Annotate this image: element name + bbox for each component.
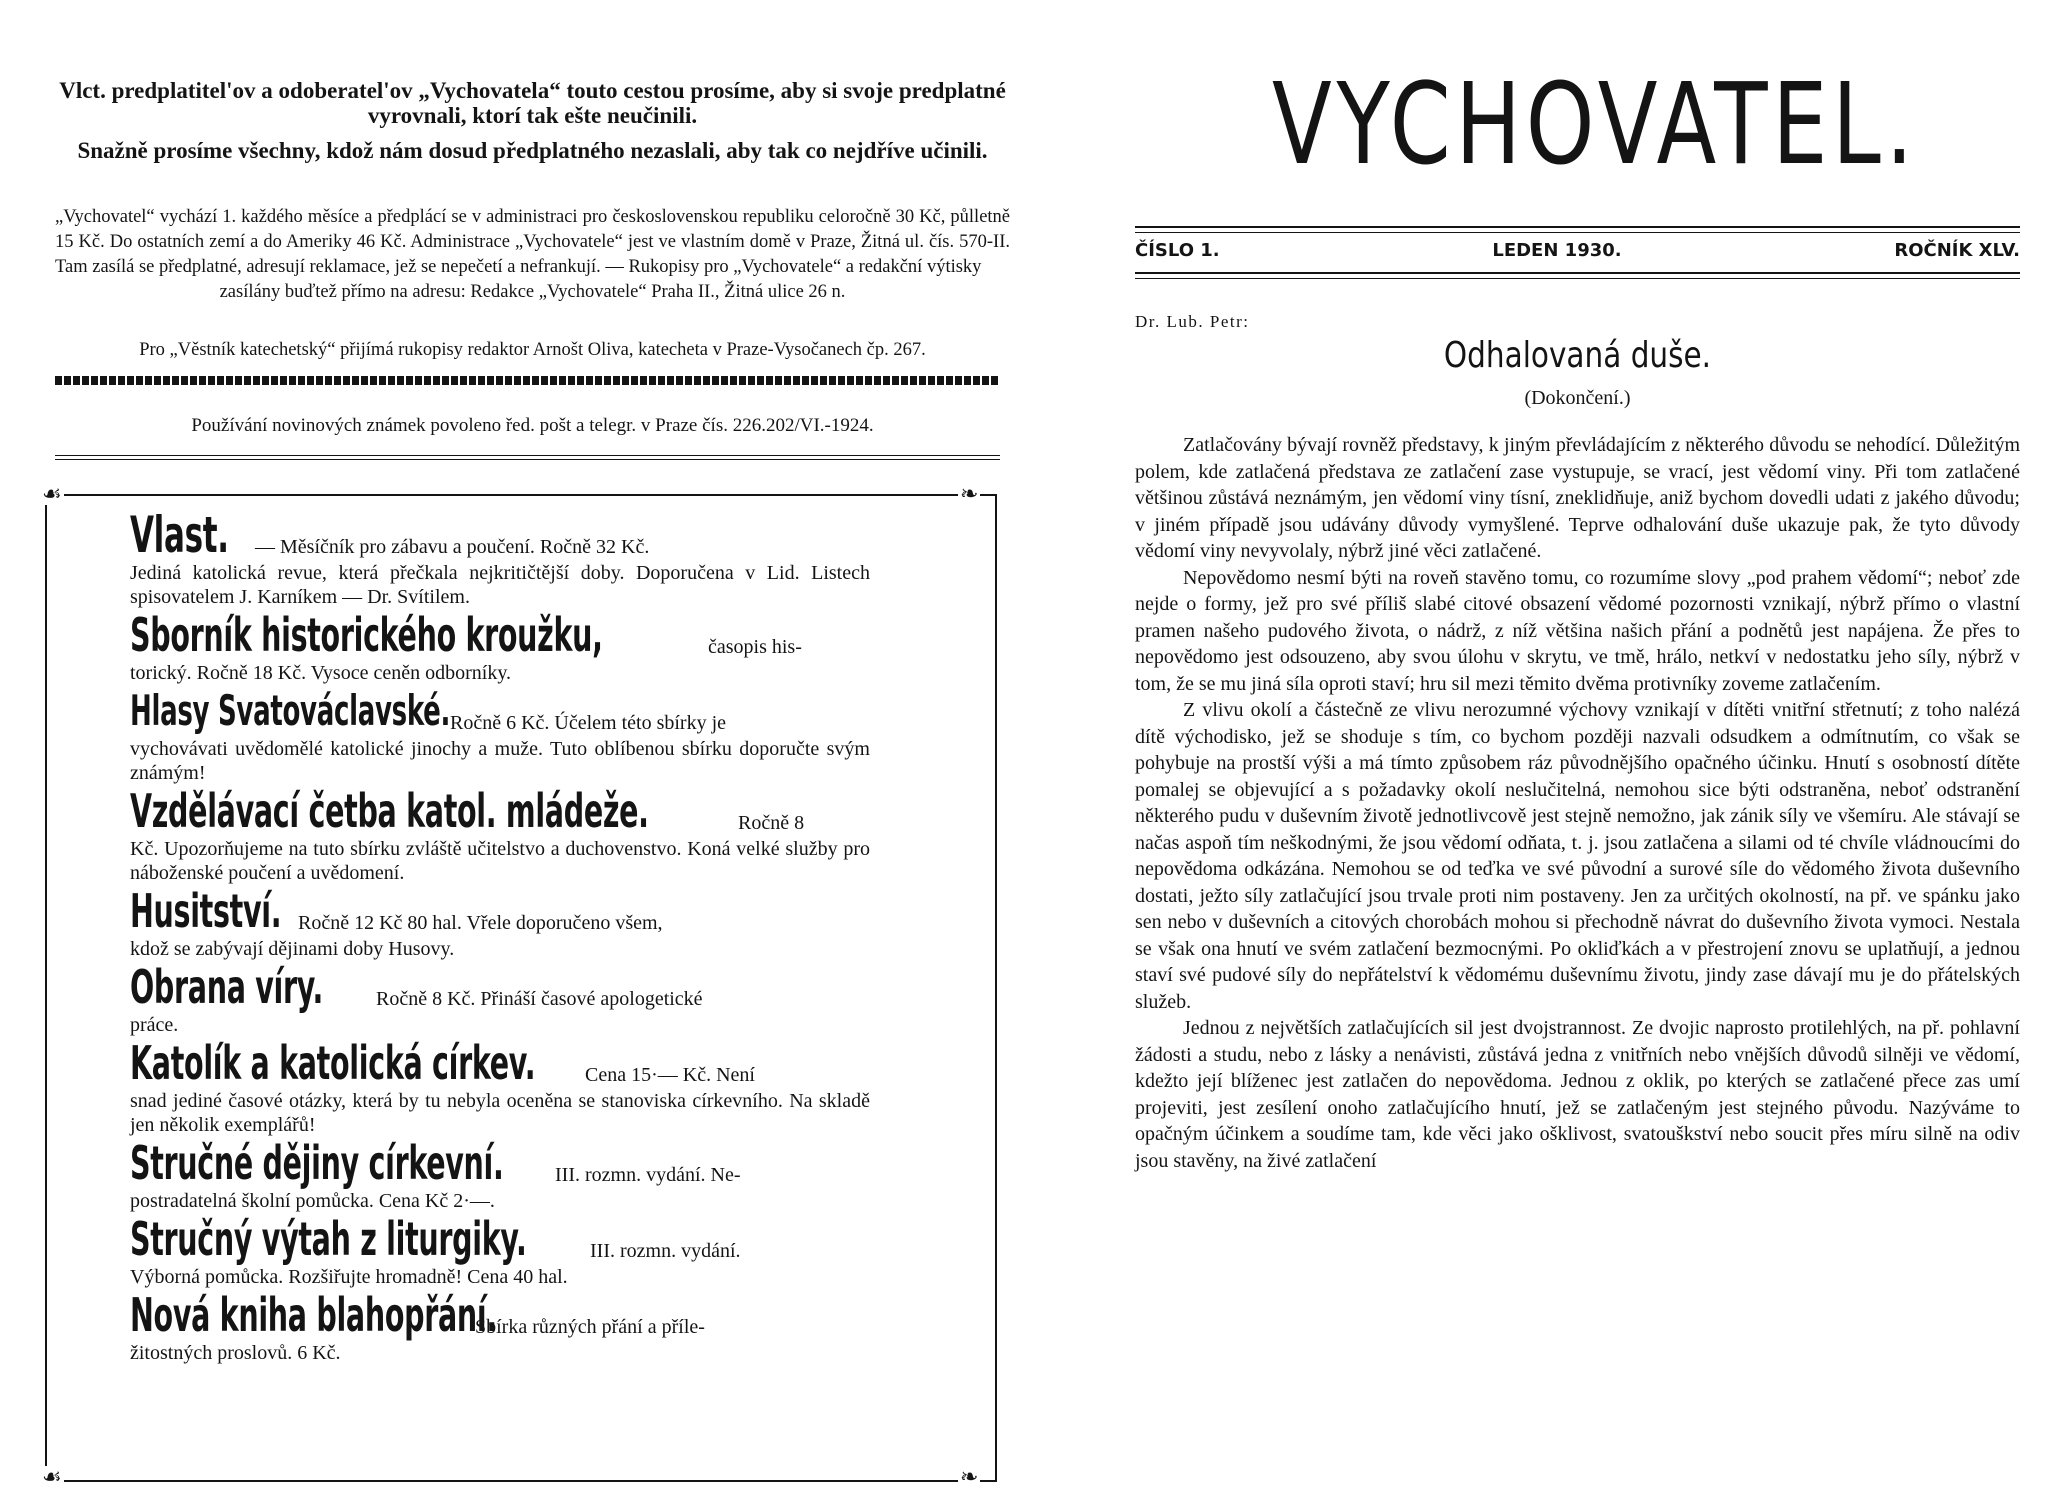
ad-item [130, 960, 870, 1037]
ad-lead: Ročně 8 Kč. Přináší časové apologetické [376, 988, 703, 1010]
ad-lead: časopis his- [708, 636, 802, 658]
ad-lead: Ročně 6 Kč. Účelem této sbírky je [450, 712, 727, 734]
ad-lead: Sbírka různých přání a příle- [475, 1316, 705, 1338]
subscription-info-text: „Vychovatel“ vychází 1. každého měsíce a předplácí se v administraci pro československou republiku celoročně 30 Kč, půlletně 15 Kč. Do ostatních zemí a do Ameriky 46 Kč. Administrace „Vychovatele“ jest ve vlastním domě v Praze, Žitná ul. čís. 570-II. Tam zasílá se předplatné, adresují reklamace, jež se nepečetí a nefrankují. — Rukopisy pro „Vychovatele“ a redakční výtisky [55, 207, 1010, 277]
ad-item [130, 784, 870, 885]
article-paragraph: Jednou z největších zatlačujících sil jest dvojstrannost. Ze dvojic naprosto protilehlých, na př. pohlavní žádosti a studu, nebo z lásky a nenávisti, zůstává jedna z vnitřních nebo vnějších důvodů silněji ve vědomí, kdežto její blíženec jest zatlačen do nepovědoma. Jednou z oklik, po kterých se zatlačené přece zas umí projeviti, jest zesílení onoho zatlačujícího hnutí, jež se zatlačeným jest stejného původu. Nazýváme to opačným účinkem a soudíme tam, kde věci jako ošklivost, svatouškství nebo soucit přes míru silně na odiv jsou stavěny, na živé zatlačení [1135, 1017, 2020, 1172]
ad-text: snad jediné časové otázky, která by tu nebyla oceněna se stanoviska církevního. Na skladě jen několik exemplářů! [130, 1090, 870, 1136]
ad-lead: III. rozmn. vydání. [590, 1240, 741, 1262]
subscription-info-address: zasílány buďtež přímo na adresu: Redakce „Vychovatele“ Praha II., Žitná ulice 26 n. [219, 282, 846, 302]
article-paragraph: Zatlačovány bývají rovněž představy, k jiným převládajícím z některého důvodu se nehodící. Důležitým polem, kde zatlačená představa ze zatlačení zase vystupuje, se vrací, jest vědomí viny. Při tom zatlačené většinou zůstává neznámým, jen vědomí viny tísní, zneklidňuje, aniž bychom dovedli udati z jakého důvodu; v jiném případě jsou udávány důvody vymyšlené. Teprve odhalování duše ukazuje pak, že tyto důvody vědomí viny nevyvolaly, nýbrž jiné věci zatlačené. [1135, 434, 2020, 562]
header-rule-bottom [1135, 272, 2020, 274]
ad-item [130, 1288, 870, 1365]
ad-item [130, 686, 870, 785]
ornament-corner-icon: ❧ [960, 481, 979, 506]
article-body [1135, 432, 2020, 1174]
ads-list [130, 506, 870, 1371]
ad-title: Hlasy Svatováclavské. [130, 686, 451, 735]
ad-text: kdož se zabývají dějinami doby Husovy. [130, 938, 455, 960]
double-rule [55, 455, 1000, 460]
subscription-info [55, 205, 1010, 305]
ad-item [130, 1036, 870, 1137]
ad-title: Stručný výtah z liturgiky. [130, 1212, 527, 1266]
ad-title: Husitství. [130, 884, 282, 938]
issue-row [1135, 240, 2020, 261]
header-rule-bottom-thin [1135, 278, 2020, 279]
ad-text: postradatelná školní pomůcka. Cena Kč 2·—. [130, 1190, 495, 1212]
ad-text: žitostných proslovů. 6 Kč. [130, 1342, 341, 1364]
ad-title: Obrana víry. [130, 960, 323, 1014]
masthead: VYCHOVATEL. [1272, 60, 1918, 190]
ad-text: Jediná katolická revue, která přečkala nejkritičtější doby. Doporučena v Lid. Listech spisovatelem J. Karníkem — Dr. Svítilem. [130, 562, 870, 608]
ad-title: Katolík a katolická církev. [130, 1036, 536, 1090]
ad-item [130, 1136, 870, 1213]
ad-text: Kč. Upozorňujeme na tuto sbírku zvláště učitelstvo a duchovenstvo. Koná velké služby pro náboženské poučení a uvědomení. [130, 838, 870, 884]
stamp-note: Používání novinových známek povoleno řed. pošt a telegr. v Praze čís. 226.202/VI.-1924. [191, 415, 874, 436]
ad-lead: Ročně 12 Kč 80 hal. Vřele doporučeno všem, [298, 912, 663, 934]
article-author: Dr. Lub. Petr: [1135, 312, 1250, 331]
ad-title: Nová kniha blahopřání. [130, 1288, 497, 1342]
ad-lead: Ročně 8 [738, 812, 805, 834]
article-title: Odhalovaná duše. [1443, 335, 1712, 376]
ad-text: Výborná pomůcka. Rozšiřujte hromadně! Cena 40 hal. [130, 1266, 568, 1288]
ad-lead: Cena 15·— Kč. Není [585, 1064, 755, 1086]
ad-text: práce. [130, 1014, 179, 1036]
issue-number: ČÍSLO 1. [1135, 240, 1220, 261]
article-paragraph: Z vlivu okolí a částečně ze vlivu nerozumné výchovy vznikají v dítěti vnitřní střetnutí; z toho nalézá dítě východisko, jež se shoduje s tím, co bychom později nazvali odsudkem a odmítnutím, co však se pohybuje na prostší výši a má tímto způsobem ráz původnějšího opačného účinku. Hnutí s osobností dítěte pomalej se objevující a s požadavky okolí neslučitelná, nemohou sice býti odstraněna, neboť odstranění některého pudu v duševním životě jednotlivcově jest stejně nemožno, jak zánik síly ve všemíru. Ale stávají se načas aspoň tím neškodnými, že jsou vědomí odňata, t. j. jsou zatlačena a silami od té chvíle vládnoucími do nepovědoma odkázána. Nemohou se od teďka ve své původní a surové síle do vědomého života duševního dostati, ježto síly zatlačující jsou trvale proti nim postaveny. Jen za určitých okolností, na př. ve spánku jako sen nebo v duševních a citových chorobách mohou si přechodně návrat do duševního života vymoci. Nestala se však ona hnutí ve svém zatlačení bezmocnými. Po okliďkách a v přestrojení znovu se uplatňují, a jednou staví své pudové síly do nepřátelství k vědomému duševnímu životu, jindy zase dávají mu je do přátelských služeb. [1135, 699, 2020, 1013]
issue-volume: ROČNÍK XLV. [1894, 240, 2020, 261]
ad-item [130, 1212, 870, 1289]
dotted-rule [55, 376, 1000, 385]
article-subtitle: (Dokončení.) [1524, 387, 1631, 409]
ornament-corner-icon: ☙ [42, 1464, 62, 1489]
ad-lead: III. rozmn. vydání. Ne- [555, 1164, 741, 1186]
ad-title: Sborník historického kroužku, [130, 608, 603, 662]
notice-slovak: Vlct. predplatitel'ov a odoberatel'ov „Vychovatela“ touto cestou prosíme, aby si svoje predplatné vyrovnali, ktorí tak ešte neučinili. [59, 78, 1006, 128]
ad-text: torický. Ročně 18 Kč. Vysoce ceněn odborníky. [130, 662, 512, 684]
ornament-corner-icon: ❧ [960, 1464, 979, 1489]
notice-czech: Snažně prosíme všechny, kdož nám dosud předplatného nezaslali, aby tak co nejdříve učinili. [77, 138, 988, 163]
vestnik-note: Pro „Věstník katechetský“ přijímá rukopisy redaktor Arnošt Oliva, katecheta v Praze-Vysočanech čp. 267. [139, 340, 926, 360]
issue-date: LEDEN 1930. [1492, 240, 1622, 261]
header-rule-top [1135, 226, 2020, 228]
ad-title: Vlast. [130, 506, 229, 564]
header-rule-top-thin [1135, 232, 2020, 233]
ad-item [130, 506, 870, 609]
right-page [1080, 0, 2040, 1500]
article-paragraph: Nepovědomo nesmí býti na roveň stavěno tomu, co rozumíme slovy „pod prahem vědomí“; neboť zde nejde o formy, jež pro své příliš slabé citové obsazení vědomé pozornosti vznikají, nýbrž přímo o vlastní pramen našeho pudového života, o nádrž, z níž většina našich přání a podnětů jest napájena. Že přes to nepovědomo jest odsouzeno, aby svou úlohu v skrytu, ve tmě, hrálo, netkví v nedostatku jeho síly, nýbrž v tom, že se mu jiná síla oproti staví; hru sil mezi těmito dvěma protivníky zoveme zatlačením. [1135, 566, 2020, 695]
ornament-corner-icon: ☙ [42, 481, 62, 506]
ad-text: vychovávati uvědomělé katolické jinochy a muže. Tuto oblíbenou sbírku doporučte svým známým! [130, 738, 870, 784]
ad-title: Vzdělávací četba katol. mládeže. [130, 784, 649, 838]
ad-item [130, 608, 870, 685]
ad-lead: — Měsíčník pro zábavu a poučení. Ročně 32 Kč. [255, 536, 650, 558]
ad-item [130, 884, 870, 961]
ad-title: Stručné dějiny církevní. [130, 1136, 504, 1190]
